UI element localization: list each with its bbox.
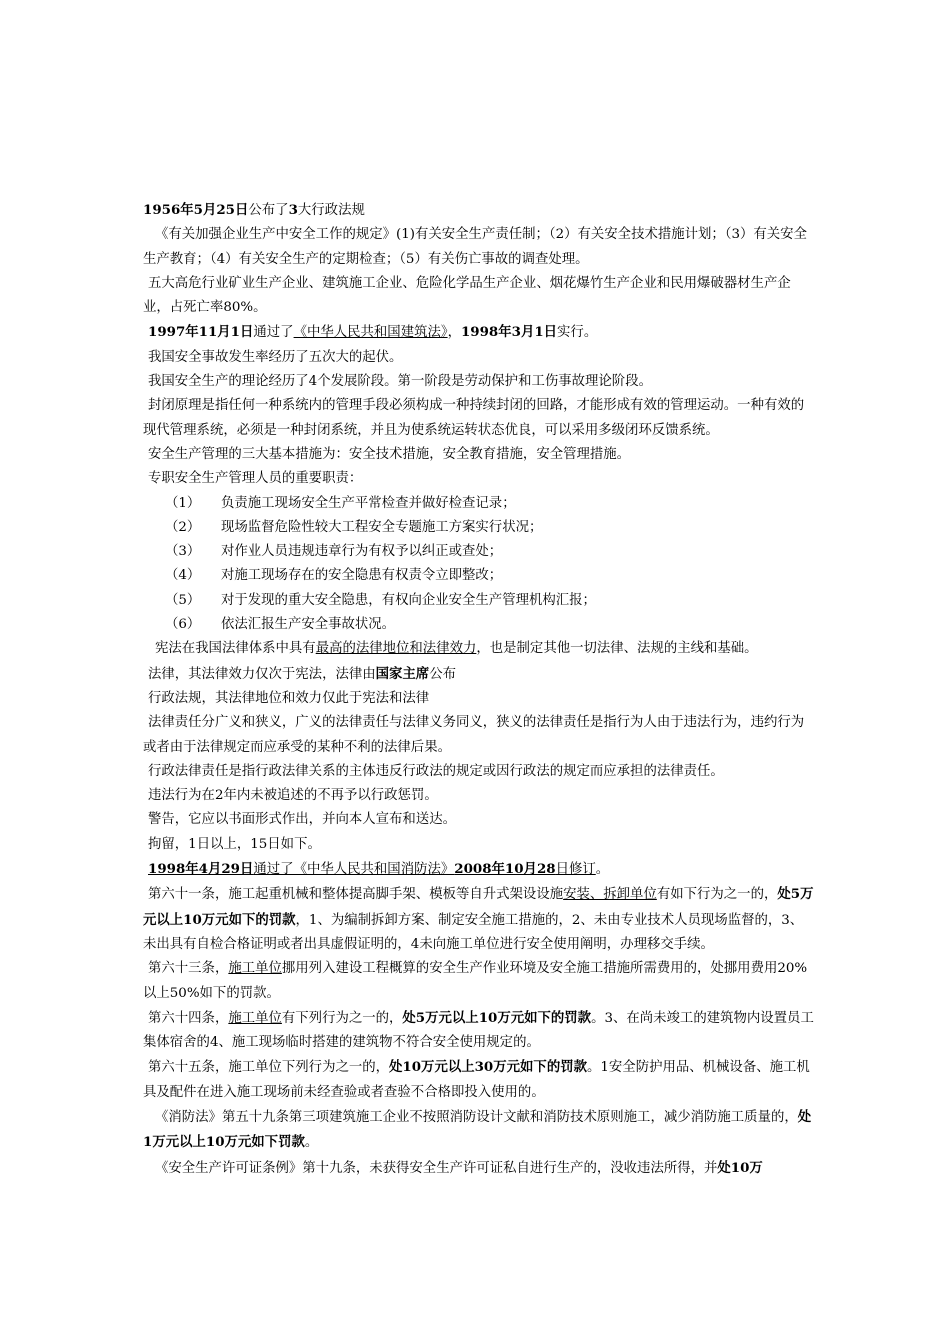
bold-text: 处5万元以上10万元如下的罚款 [402, 1009, 592, 1026]
text: 《安全生产许可证条例》第十九条，未获得安全生产许可证私自进行生产的，没收违法所得，并 [155, 1160, 718, 1176]
paragraph-constitution [143, 637, 815, 661]
paragraph-law-effect [143, 662, 815, 687]
list-text: 对施工现场存在的安全隐患有权责令立即整改； [221, 568, 503, 584]
text: 大行政法规 [297, 203, 365, 218]
paragraph-detention: 拘留，1日以上，15日如下。 [148, 836, 321, 852]
date-1956: 1956年5月25日 [143, 202, 249, 218]
list-text: 依法汇报生产安全事故状况。 [221, 617, 396, 633]
text: 通过了《中华人民共和国消防法》 [253, 862, 455, 878]
text: 公布了 [248, 203, 289, 218]
document-body [143, 198, 815, 1181]
bold-text: 处10万 [717, 1159, 763, 1176]
text: 宪法在我国法律体系中具有 [155, 641, 316, 657]
paragraph-duties-heading: 专职安全生产管理人员的重要职责： [148, 471, 363, 487]
paragraph-fire-law [143, 857, 815, 882]
list-item [143, 564, 815, 588]
paragraph-1956-regulations [143, 198, 815, 223]
text: 挪用列入建设工程概算的安全生产作业环境及安全施工措施所需费用的，处挪用费用20%以上50%如下的罚款。 [143, 961, 808, 1001]
paragraph-construction-law [143, 320, 815, 345]
list-text: 现场监督危险性较大工程安全专题施工方案实行状况； [221, 519, 543, 535]
paragraph-article-64 [143, 1006, 815, 1056]
text: 第六十三条， [148, 961, 229, 977]
text: ， [447, 325, 461, 341]
list-text: 负责施工现场安全生产平常检查并做好检查记录； [221, 495, 516, 511]
paragraph-warning: 警告，它应以书面形式作出，并向本人宣布和送达。 [148, 812, 456, 828]
paragraph-article-65 [143, 1055, 815, 1105]
text: 法律，其法律效力仅次于宪法，法律由 [148, 666, 376, 682]
paragraph-article-63 [143, 957, 815, 1006]
count: 3 [288, 202, 298, 218]
paragraph-accident-rate: 我国安全事故发生率经历了五次大的起伏。 [148, 349, 403, 365]
text: 。 [595, 862, 610, 878]
duties-list [143, 492, 815, 638]
date-1998: 1998年3月1日 [460, 324, 558, 341]
list-item [143, 540, 815, 564]
text: 第六十一条，施工起重机械和整体提高脚手架、模板等自升式架设设施 [148, 887, 564, 903]
date-1998: 1998年4月29日 [148, 861, 254, 878]
paragraph-closure-principle: 封闭原理是指任何一种系统内的管理手段必须构成一种持续封闭的回路，才能形成有效的管理运动。一种有效的现代管理系统，必须是一种封闭系统，并且为使系统运转状态优良，可以采用多级闭环反馈系统。 [143, 398, 805, 438]
paragraph-three-measures: 安全生产管理的三大基本措施为：安全技术措施，安全教育措施，安全管理措施。 [148, 446, 631, 462]
list-number: （3） [165, 544, 201, 560]
bold-text: 处1万元以上10万元如下罚款 [143, 1108, 812, 1151]
paragraph-theory-stages: 我国安全生产的理论经历了4个发展阶段。第一阶段是劳动保护和工伤事故理论阶段。 [148, 374, 652, 390]
list-number: （2） [165, 519, 201, 535]
bold-text: 处5万元以上10万元如下的罚款 [143, 886, 814, 928]
list-item [143, 589, 815, 613]
underlined-text [148, 862, 596, 877]
underlined-text: 施工单位 [228, 1010, 282, 1026]
paragraph-safety-permit-article-19 [143, 1156, 815, 1181]
bold-text: 国家主席 [375, 665, 430, 682]
paragraph-limitation: 违法行为在2年内未被追述的不再予以行政惩罚。 [148, 788, 438, 804]
underlined-text: 安装、拆卸单位 [563, 887, 657, 903]
date-2008: 2008年10月28 [454, 861, 556, 878]
bold-text: 处10万元以上30万元如下的罚款 [389, 1059, 587, 1076]
text: 第六十四条， [148, 1010, 229, 1026]
paragraph-article-61 [143, 882, 815, 957]
list-number: （6） [165, 617, 201, 633]
underlined-text: 最高的法律地位和法律效力 [315, 641, 477, 657]
underlined-text: 施工单位 [228, 961, 282, 977]
paragraph-regulation-items: 《有关加强企业生产中安全工作的规定》(1)有关安全生产责任制；（2）有关安全技术措施计划；（3）有关安全生产教育；（4）有关安全生产的定期检查；（5）有关伤亡事故的调查处理。 [143, 227, 807, 267]
list-text: 对于发现的重大安全隐患，有权向企业安全生产管理机构汇报； [221, 592, 596, 608]
text: 第六十五条，施工单位下列行为之一的， [148, 1060, 390, 1076]
text: 有下列行为之一的， [281, 1010, 403, 1026]
text: 。3、在尚未竣工的建筑物内设置员工集体宿舍的4、施工现场临时搭建的建筑物不符合安全使用规定的。 [143, 1010, 814, 1051]
text: 有如下行为之一的， [656, 887, 778, 903]
text: 通过了 [253, 325, 294, 341]
text: 《消防法》第五十九条第三项建筑施工企业不按照消防设计文献和消防技术原则施工，减少消防施工质量的， [155, 1109, 798, 1125]
text: ，1、为编制拆卸方案、制定安全施工措施的，2、未由专业技术人员现场监督的，3、未出具有自检合格证明或者出具虚假证明的，4未向施工单位进行安全使用阐明，办理移交手续。 [143, 912, 804, 952]
paragraph-high-risk-industries: 五大高危行业矿业生产企业、建筑施工企业、危险化学品生产企业、烟花爆竹生产企业和民用爆破器材生产企业，占死亡率80%。 [143, 275, 791, 316]
paragraph-administrative-liability: 行政法律责任是指行政法律关系的主体违反行政法的规定或因行政法的规定而应承担的法律责任。 [148, 763, 724, 779]
text: ，也是制定其他一切法律、法规的主线和基础。 [476, 641, 758, 657]
paragraph-legal-liability: 法律责任分广义和狭义，广义的法律责任与法律义务同义，狭义的法律责任是指行为人由于违法行为，违约行为或者由于法律规定而应承受的某种不利的法律后果。 [143, 715, 805, 755]
list-item [143, 492, 815, 516]
list-item [143, 613, 815, 637]
list-number: （1） [165, 495, 201, 511]
list-item [143, 516, 815, 540]
list-text: 对作业人员违规违章行为有权予以纠正或查处； [221, 544, 503, 560]
text: 。 [304, 1135, 319, 1151]
text: 。1安全防护用品、机械设备、施工机具及配件在进入施工现场前未经查验或者查验不合格即投入使用的。 [143, 1060, 810, 1100]
paragraph-fire-law-article-59 [143, 1105, 815, 1156]
text: 日修订 [555, 862, 596, 878]
law-title-construction: 《中华人民共和国建筑法》 [293, 325, 448, 341]
list-number: （5） [165, 592, 201, 608]
text: 实行。 [557, 325, 598, 341]
list-number: （4） [165, 568, 201, 584]
text: 公布 [429, 666, 456, 682]
paragraph-administrative-regulations: 行政法规，其法律地位和效力仅此于宪法和法律 [148, 690, 430, 706]
date-1997: 1997年11月1日 [148, 324, 254, 341]
